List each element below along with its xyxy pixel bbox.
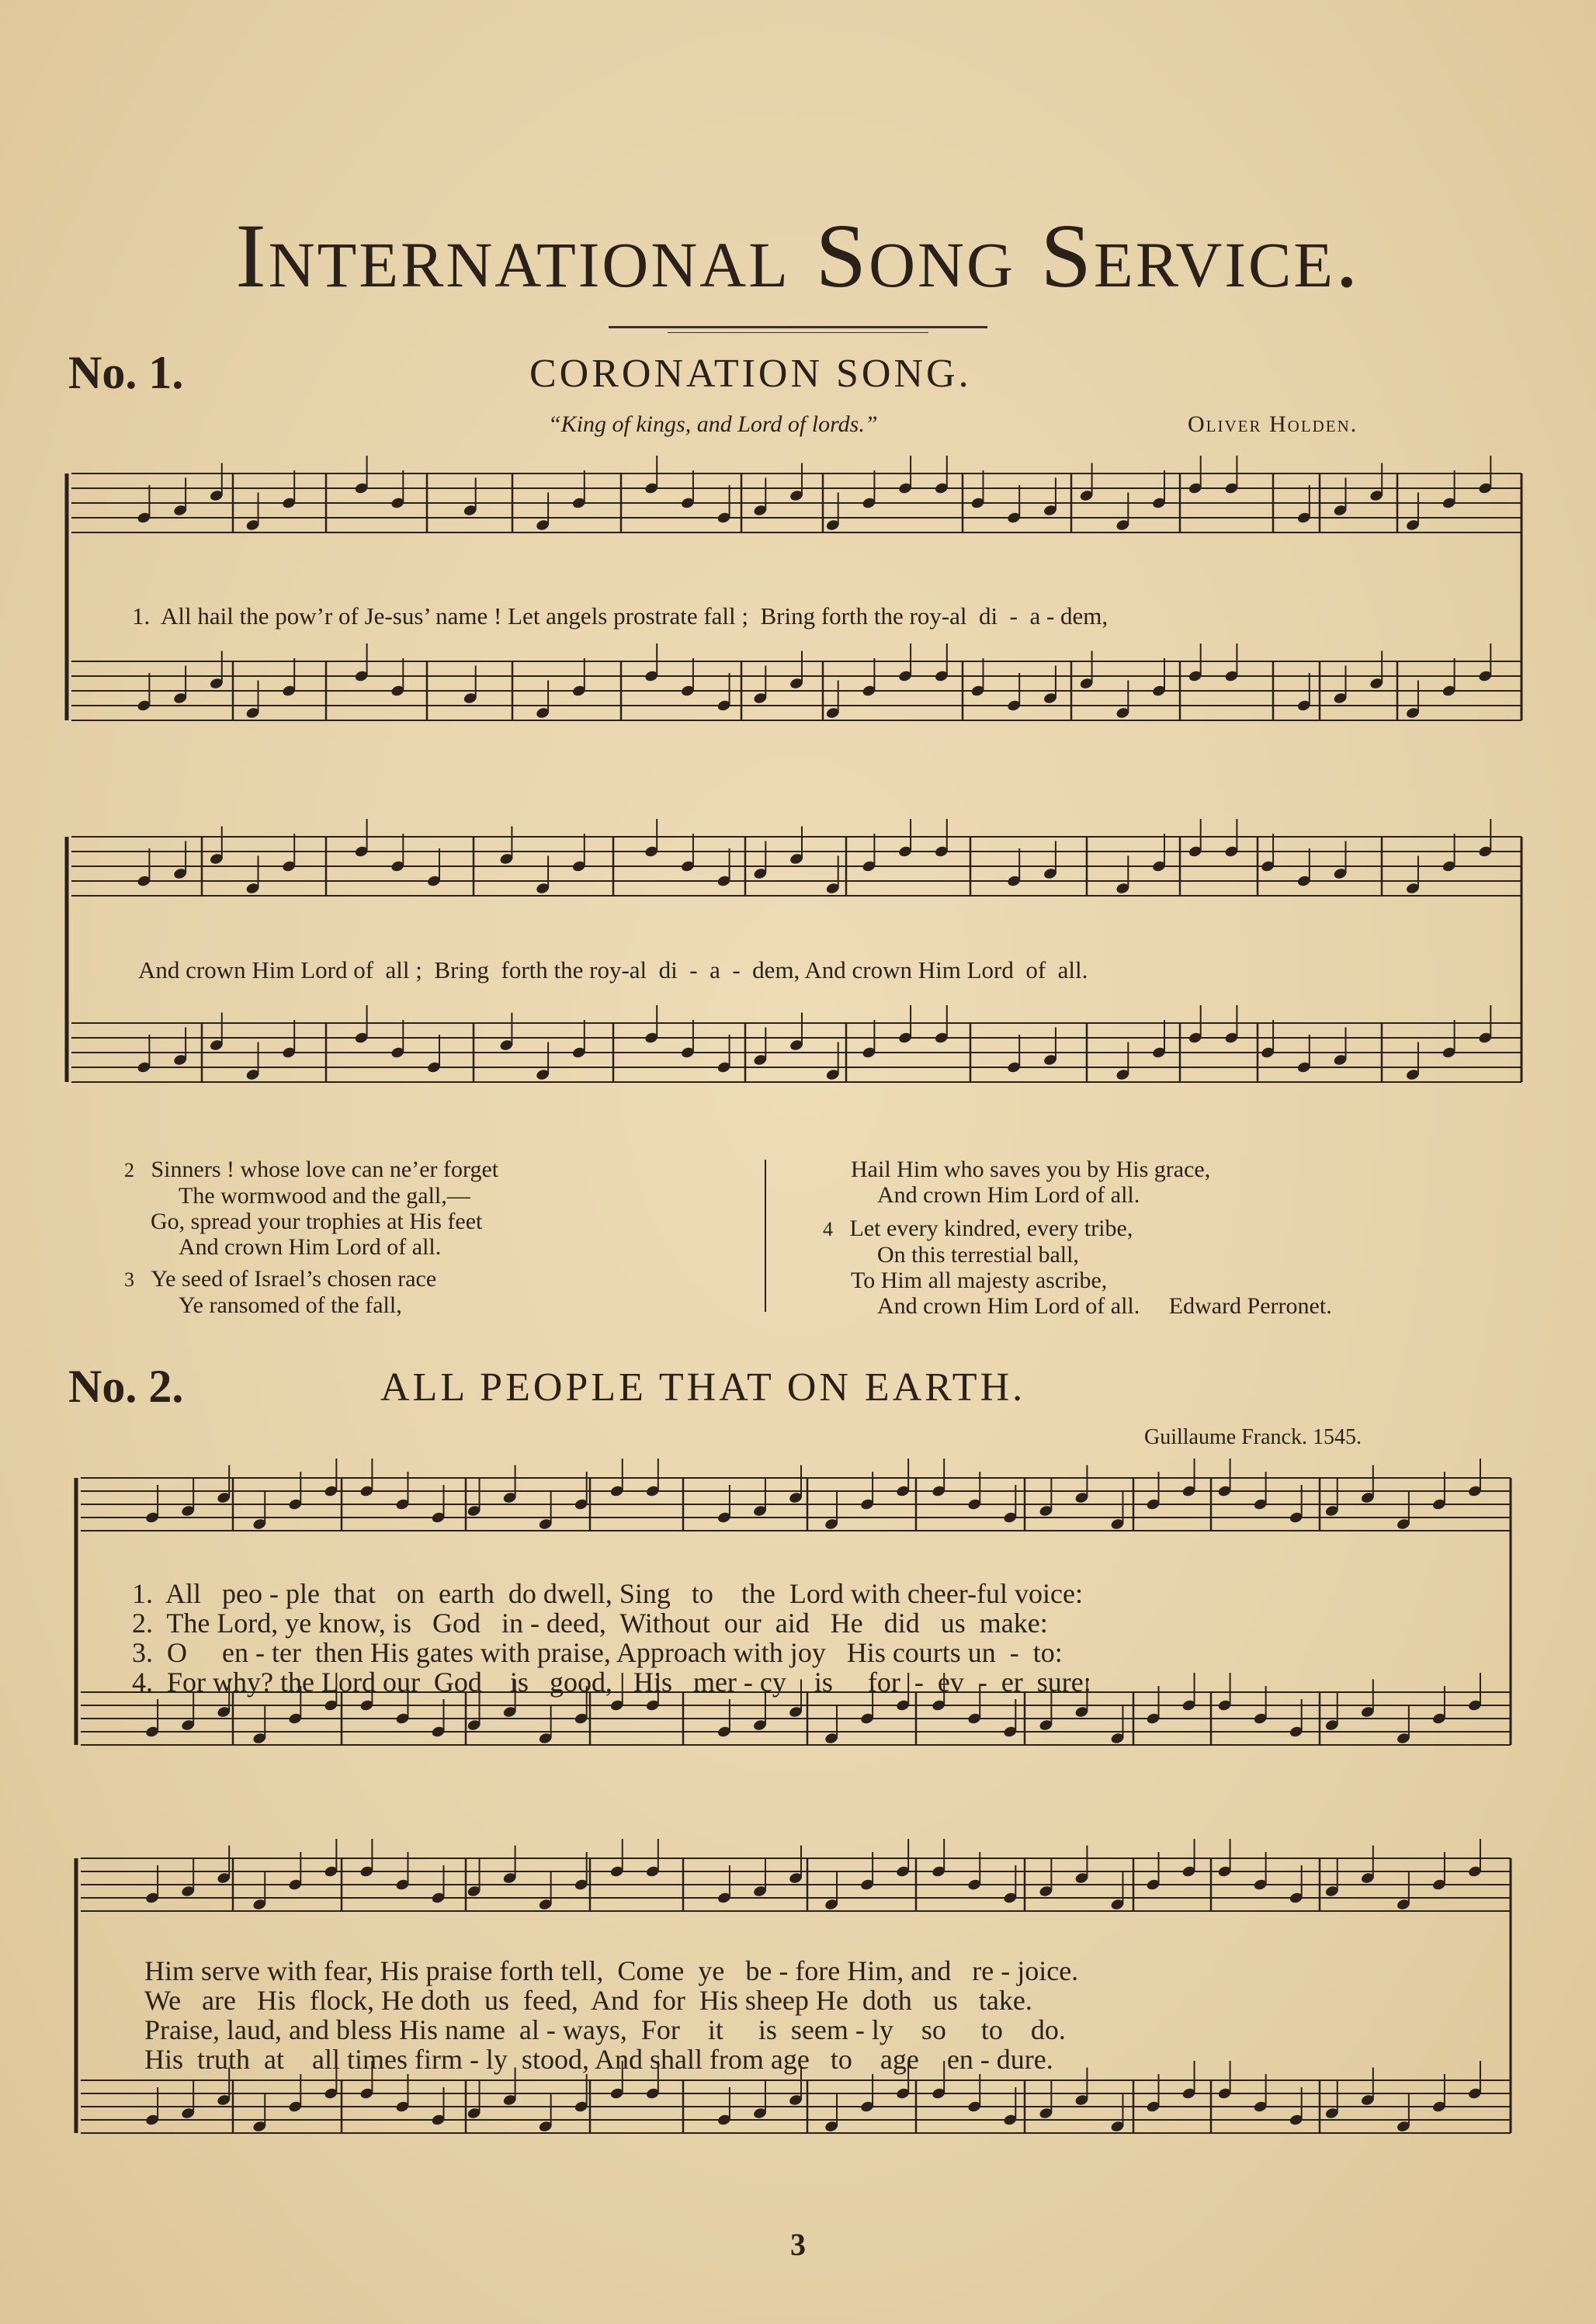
verse-line: Sinners ! whose love can ne’er forget <box>151 1157 499 1182</box>
song1-verses-left <box>124 1157 761 1318</box>
stanza-line: 3. O en - ter then His gates with praise, Approach with joy His courts un - to: <box>132 1637 1063 1668</box>
verse-line: Ye seed of Israel’s chosen race <box>151 1266 437 1292</box>
verse-number: 2 <box>124 1159 134 1181</box>
page-title: International Song Service. <box>235 205 1361 307</box>
stanza-line: 1. All peo - ple that on earth do dwell, Sing to the Lord with cheer-ful voice: <box>132 1578 1084 1609</box>
stanza-line: Him serve with fear, His praise forth tell, Come ye be - fore Him, and re - joice. <box>144 1955 1079 1986</box>
song2-title: ALL PEOPLE THAT ON EARTH. <box>380 1365 1026 1410</box>
stanza-line: Praise, laud, and bless His name al - ways, For it is seem - ly so to do. <box>144 2014 1066 2045</box>
verse-line: Let every kindred, every tribe, <box>849 1216 1133 1241</box>
verse-line: The wormwood and the gall,— <box>179 1183 470 1209</box>
song1-composer: Oliver Holden. <box>1188 411 1358 437</box>
verse-line: Hail Him who saves you by His grace, <box>851 1157 1211 1182</box>
stanza-line: We are His flock, He doth us feed, And for His sheep He doth us take. <box>144 1985 1032 2016</box>
verse-3 <box>124 1266 761 1318</box>
page-number: 3 <box>790 2227 806 2262</box>
song2-number: No. 2. <box>68 1361 184 1412</box>
verse-divider <box>765 1160 766 1312</box>
song1-verses-right <box>823 1157 1521 1319</box>
song2-stanzas-2 <box>144 1956 1078 2074</box>
song1-number: No. 1. <box>68 347 184 398</box>
song1-lyric-line1: 1. All hail the pow’r of Je-sus’ name ! Let angels prostrate fall ; Bring forth the roy-al di - a - dem, <box>132 602 1109 630</box>
verse-number: 4 <box>823 1218 833 1240</box>
verse-line: And crown Him Lord of all. <box>877 1182 1140 1208</box>
song1-lyric-line2: And crown Him Lord of all ; Bring forth the roy-al di - a - dem, And crown Him Lord of all. <box>138 956 1088 983</box>
song2-stanzas-1 <box>132 1579 1091 1697</box>
stanza-line: His truth at all times firm - ly stood, And shall from age to age en - dure. <box>144 2044 1053 2075</box>
verse-line: Ye ransomed of the fall, <box>179 1292 402 1318</box>
song1-title: CORONATION SONG. <box>529 352 972 396</box>
verse-line: And crown Him Lord of all. <box>877 1293 1140 1319</box>
verse-line: Go, spread your trophies at His feet <box>151 1209 483 1234</box>
verse-number: 3 <box>124 1268 134 1291</box>
verse-line: To Him all majesty ascribe, <box>851 1268 1108 1293</box>
song2-composer: Guillaume Franck. 1545. <box>1144 1425 1362 1449</box>
verse-3-cont <box>823 1157 1521 1208</box>
verse-line: And crown Him Lord of all. <box>179 1234 442 1260</box>
verse-line: On this terrestial ball, <box>877 1242 1079 1268</box>
song1-lyricist: Edward Perronet. <box>1168 1293 1332 1319</box>
stanza-line: 4. For why? the Lord our God is good, His mer - cy is for - ev - er sure: <box>132 1667 1091 1698</box>
verse-4 <box>823 1216 1521 1319</box>
stanza-line: 2. The Lord, ye know, is God in - deed, Without our aid He did us make: <box>132 1608 1048 1639</box>
verse-2 <box>124 1157 761 1260</box>
song1-subtitle: “King of kings, and Lord of lords.” <box>548 411 878 437</box>
